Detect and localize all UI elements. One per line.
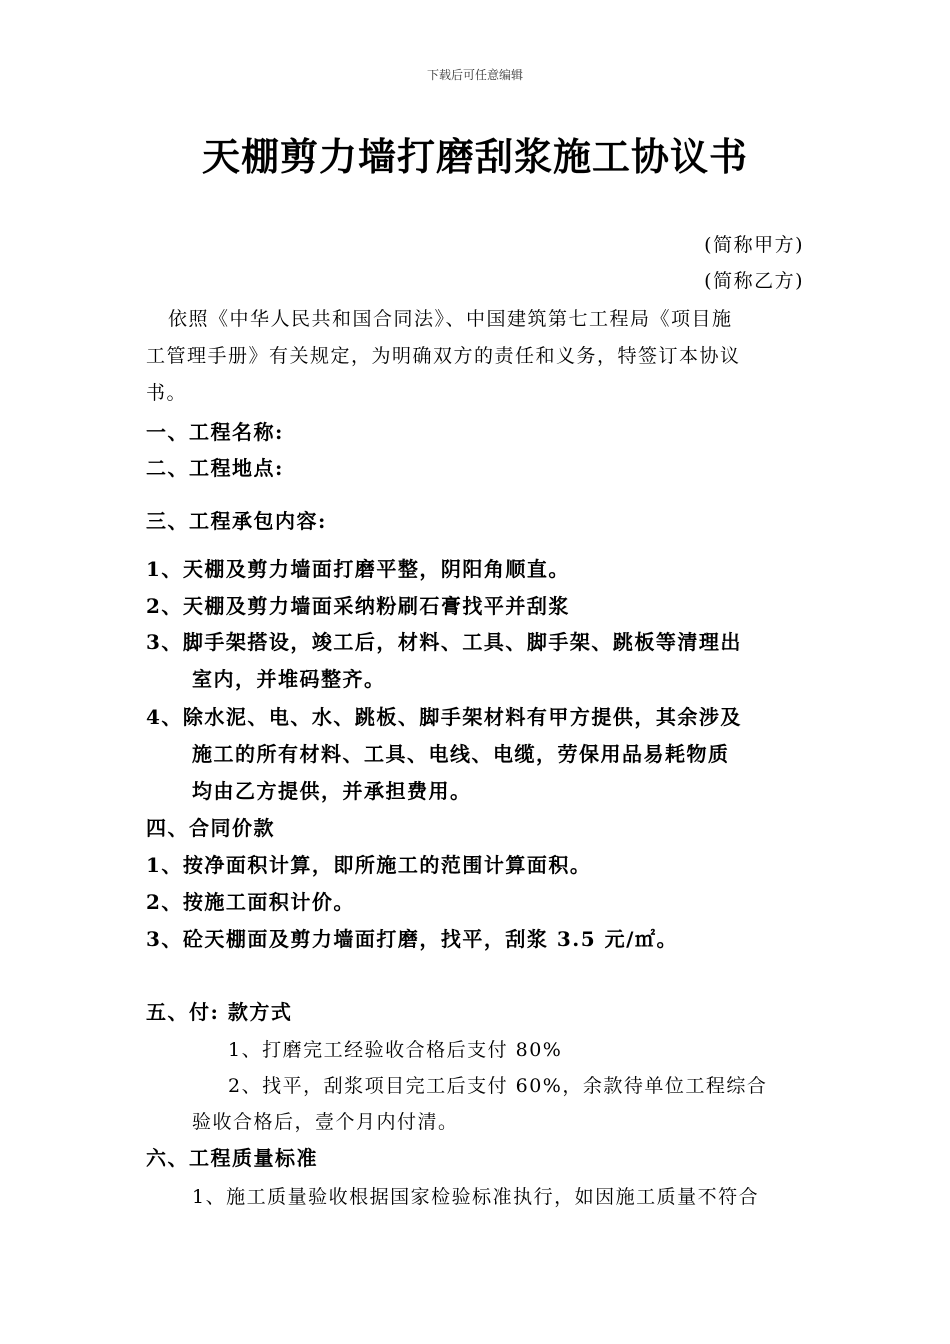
section-heading-payment: 五、付: 款方式: [146, 1000, 293, 1024]
party-a-label: (简称甲方): [704, 234, 804, 256]
section-heading-quality: 六、工程质量标准: [146, 1146, 318, 1170]
price-item: 1、按净面积计算，即所施工的范围计算面积。: [146, 853, 592, 877]
intro-line: 书。: [146, 382, 188, 404]
intro-line: 工管理手册》有关规定，为明确双方的责任和义务，特签订本协议: [146, 345, 741, 367]
section-heading-scope: 三、工程承包内容:: [146, 509, 327, 533]
price-item: 2、按施工面积计价。: [146, 890, 355, 914]
section-heading-price: 四、合同价款: [146, 816, 275, 840]
payment-item: 2、找平，刮浆项目完工后支付 60%，余款待单位工程综合: [228, 1075, 768, 1097]
scope-item-continued: 室内，并堆码整齐。: [192, 667, 386, 691]
payment-item-continued: 验收合格后，壹个月内付清。: [192, 1111, 459, 1133]
scope-item: 3、脚手架搭设，竣工后，材料、工具、脚手架、跳板等清理出: [146, 630, 742, 654]
price-item: 3、砼天棚面及剪力墙面打磨，找平，刮浆 3.5 元/㎡。: [146, 927, 678, 951]
scope-item-continued: 施工的所有材料、工具、电线、电缆，劳保用品易耗物质: [192, 742, 730, 766]
party-b-label: (简称乙方): [704, 270, 804, 292]
scope-item: 4、除水泥、电、水、跳板、脚手架材料有甲方提供，其余涉及: [146, 705, 742, 729]
section-heading-project-name: 一、工程名称:: [146, 420, 284, 444]
scope-item: 1、天棚及剪力墙面打磨平整，阴阳角顺直。: [146, 557, 570, 581]
header-note: 下载后可任意编辑: [426, 68, 523, 82]
scope-item-continued: 均由乙方提供，并承担费用。: [192, 779, 472, 803]
section-heading-project-location: 二、工程地点:: [146, 456, 284, 480]
page-title: 天棚剪力墙打磨刮浆施工协议书: [201, 134, 748, 179]
payment-item: 1、打磨完工经验收合格后支付 80%: [228, 1039, 563, 1061]
quality-item: 1、施工质量验收根据国家检验标准执行，如因施工质量不符合: [192, 1186, 760, 1208]
intro-line: 依照《中华人民共和国合同法》、中国建筑第七工程局《项目施: [168, 308, 733, 330]
scope-item: 2、天棚及剪力墙面采纳粉刷石膏找平并刮浆: [146, 594, 570, 618]
